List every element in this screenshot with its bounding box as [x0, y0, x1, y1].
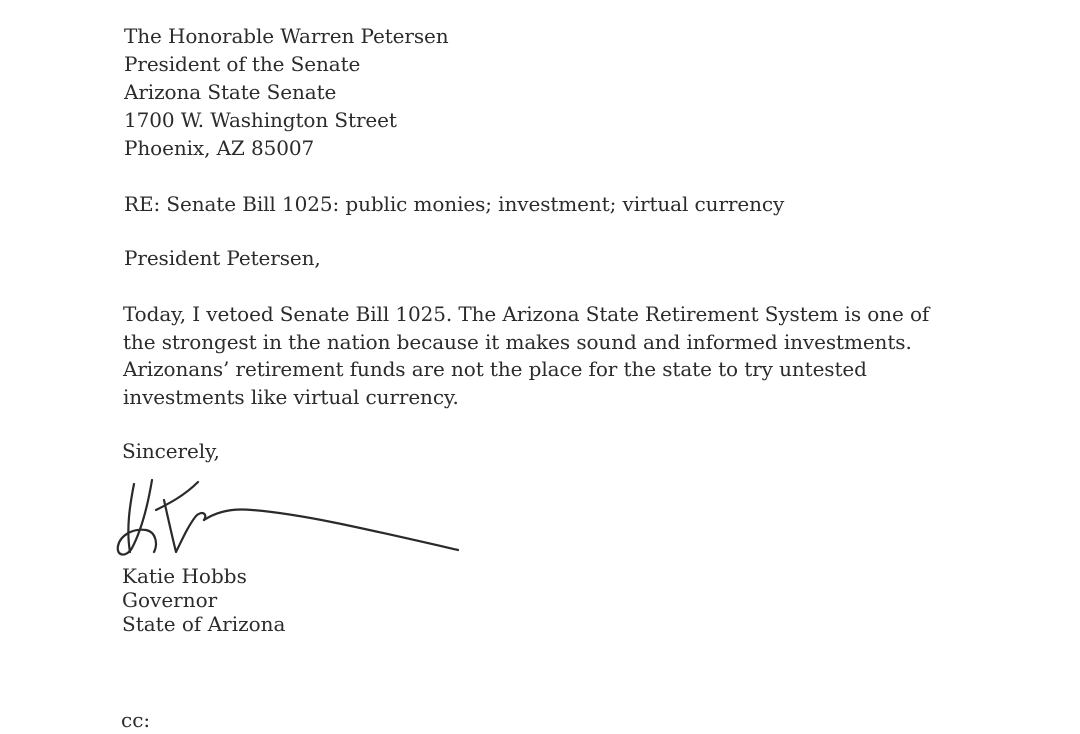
signature-image	[112, 474, 472, 564]
recipient-street: 1700 W. Washington Street	[124, 108, 397, 132]
recipient-city: Phoenix, AZ 85007	[124, 136, 315, 160]
recipient-title: President of the Senate	[124, 52, 361, 76]
cc-label: cc:	[121, 708, 151, 732]
signer-name: Katie Hobbs	[122, 564, 247, 588]
signer-title: Governor	[122, 588, 218, 612]
closing: Sincerely,	[122, 439, 220, 463]
subject-line: RE: Senate Bill 1025: public monies; investment; virtual currency	[124, 192, 785, 216]
recipient-organization: Arizona State Senate	[124, 80, 337, 104]
letter-body: Today, I vetoed Senate Bill 1025. The Arizona State Retirement System is one of the strongest in the nation because it makes sound and informed investments. Arizonans’ retirement funds are not the place for the state to try untested investments like virtual currency.	[123, 302, 930, 409]
salutation: President Petersen,	[124, 246, 321, 270]
recipient-name: The Honorable Warren Petersen	[124, 24, 449, 48]
signer-office: State of Arizona	[122, 612, 286, 636]
